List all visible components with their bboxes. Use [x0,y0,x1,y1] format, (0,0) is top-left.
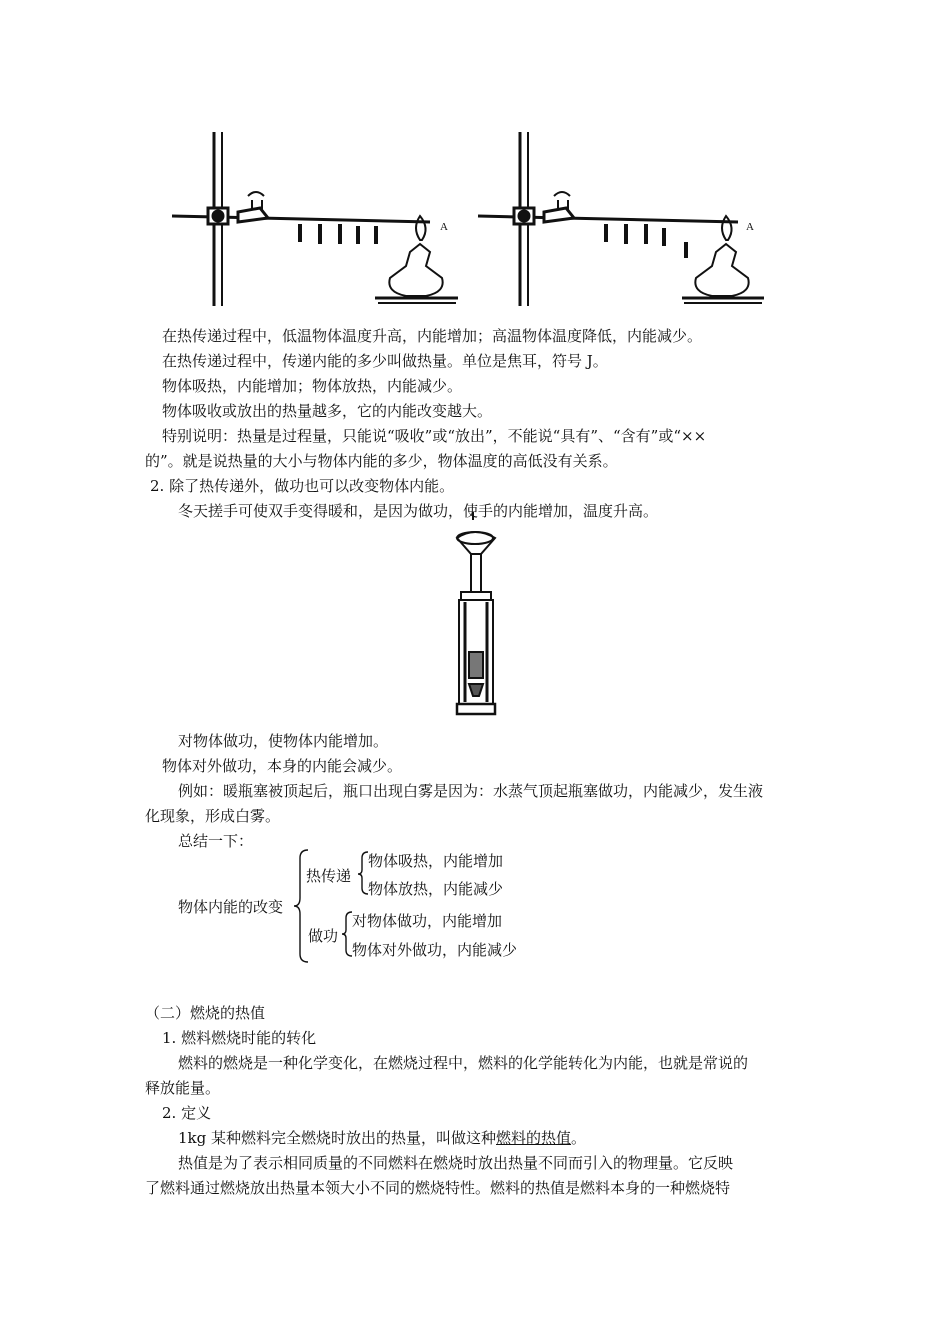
text-line: 1. 燃料燃烧时能的转化 [162,1029,317,1047]
text-line: 对物体做功，使物体内能增加。 [178,732,389,750]
heat-conduction-figure [0,0,950,320]
text-line: 在热传递过程中，低温物体温度升高，内能增加；高温物体温度降低，内能减少。 [162,327,703,345]
text-line: 物体吸收或放出的热量越多，它的内能改变越大。 [162,402,493,420]
summary-branch-work: 做功 [308,927,339,945]
text-line: 例如：暖瓶塞被顶起后，瓶口出现白雾是因为：水蒸气顶起瓶塞做功，内能减少，发生液 [178,782,764,800]
text-line: 冬天搓手可使双手变得暖和，是因为做功，使手的内能增加，温度升高。 [178,502,659,520]
section-heading: （二）燃烧的热值 [145,1004,266,1022]
summary-item: 物体对外做功，内能减少 [352,941,518,959]
definition-prefix: 1kg 某种燃料完全燃烧时放出的热量，叫做这种 [178,1129,497,1147]
text-line: 物体对外做功，本身的内能会减少。 [162,757,403,775]
definition-line [178,1128,586,1148]
summary-item: 对物体做功，内能增加 [352,912,503,930]
text-line: 的”。就是说热量的大小与物体内能的多少，物体温度的高低没有关系。 [145,452,618,470]
apparatus-left [172,132,458,306]
text-line: 特别说明：热量是过程量，只能说“吸收”或“放出”，不能说“具有”、“含有”或“×× [162,427,707,445]
summary-branch-heat: 热传递 [306,867,352,885]
text-line: 燃料的燃烧是一种化学变化，在燃烧过程中，燃料的化学能转化为内能，也就是常说的 [178,1054,749,1072]
text-line: 物体吸热，内能增加；物体放热，内能减少。 [162,377,463,395]
summary-item: 物体吸热，内能增加 [368,852,504,870]
label-a-left: A [440,221,448,233]
summary-diagram [170,844,570,970]
text-line: 在热传递过程中，传递内能的多少叫做热量。单位是焦耳，符号 J。 [162,352,608,370]
text-line: 总结一下： [178,832,254,850]
text-line: 了燃料通过燃烧放出热量本领大小不同的燃烧特性。燃料的热值是燃料本身的一种燃烧特 [145,1179,731,1197]
summary-root: 物体内能的改变 [178,898,284,916]
fire-syringe-figure [437,512,517,722]
apparatus-right [478,132,764,306]
text-line: 释放能量。 [145,1079,221,1097]
text-line: 化现象，形成白雾。 [145,807,281,825]
text-line: 2. 定义 [162,1104,212,1122]
definition-suffix: 。 [571,1129,587,1147]
summary-item: 物体放热，内能减少 [368,880,504,898]
label-a-right: A [746,221,754,233]
definition-term: 燃料的热值 [496,1129,572,1147]
text-line: 2. 除了热传递外，做功也可以改变物体内能。 [150,477,455,495]
text-line: 热值是为了表示相同质量的不同燃料在燃烧时放出热量不同而引入的物理量。它反映 [178,1154,734,1172]
